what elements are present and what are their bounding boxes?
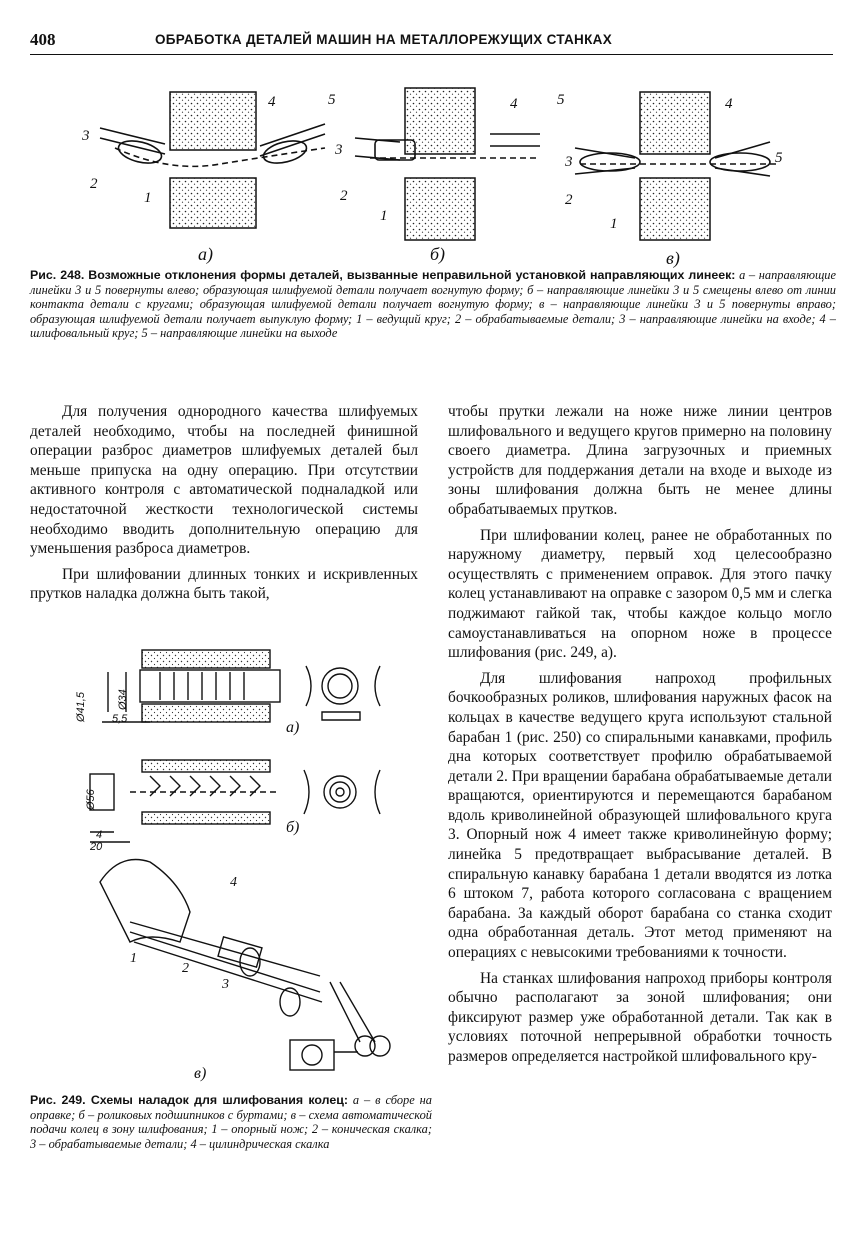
fig248-label-3: 3 [565,154,573,170]
fig248-sublabel-a: а) [198,244,213,264]
left-column [30,402,418,610]
fig249-sublabel-a: а) [286,719,300,736]
caption-body: а – направляющие линейки 3 и 5 повернуты влево; образующая шлифуемой детали получает вогнутую форму; б – направляющие линейки 3 и 5 смещены влево от линии контакта детали с кругами; образующая шлифуемой детали получает вогнутую форму; в – направляющие линейки 3 и 5 повернуты вправо; образующая шлифуемой детали получает выпуклую форму; 1 – ведущий круг; 2 – обрабатываемые детали; 3 – направляющие линейки на входе; 4 – шлифовальный круг; 5 – направляющие линейки на выходе [30,268,836,341]
page-header [30,30,833,55]
fig248-panel-a [100,92,325,228]
dim-label: Ø41,5 [75,692,87,722]
dim-label: 4 [96,829,103,841]
running-title: ОБРАБОТКА ДЕТАЛЕЙ МАШИН НА МЕТАЛЛОРЕЖУЩИХ СТАНКАХ [155,32,613,47]
fig249-label-3: 3 [222,977,229,992]
fig249-sublabel-b: б) [286,819,300,836]
paragraph: При шлифовании колец, ранее не обработанных по наружному диаметру, первый ход целесообразно осуществлять с применением оправок. Для этого пачку колец устанавливают на оправке с зазором 0,5 мм и слегка поджимают гайкой так, чтобы каждое кольцо могло самоустанавливаться на опорном ноже в процессе шлифования (рис. 249, а). [448,526,832,662]
figure-249-caption [30,1093,432,1151]
paragraph: На станках шлифования напроход приборы контроля обычно располагают за зоной шлифования; они фиксируют размер уже обработанной детали. Так как в условиях поточной непрерывной обработки точность размеров определяется настройкой шлифовального кру- [448,969,832,1065]
fig248-label-5: 5 [328,92,336,108]
fig248-label-3: 3 [335,142,343,158]
fig248-label-2: 2 [90,176,98,192]
fig248-panel-c [575,92,780,240]
fig249-label-2: 2 [182,961,189,976]
fig249-label-1: 1 [130,951,137,966]
fig248-sublabel-b: б) [430,244,446,264]
driving-wheel [170,178,256,228]
fig248-label-4: 4 [268,94,276,110]
fig248-label-1: 1 [144,190,152,206]
fig249-panel-b [90,760,380,842]
figure-249 [75,642,430,1082]
paragraph: Для получения однородного качества шлифуемых деталей необходимо, чтобы на последней финишной операции разброс диаметров шлифуемых деталей был меньше припуска на одну операцию. При отсутствии активного контроля с автоматической подналадкой или недостаточной жесткости технологической системы необходимо вводить дополнительную операцию для уменьшения разброса диаметров. [30,403,418,558]
grinding-wheel [640,92,710,154]
fig248-label-2: 2 [340,188,348,204]
caption-title: Рис. 248. Возможные отклонения формы деталей, вызванные неправильной установкой направляющих линеек: [30,268,736,282]
fig248-label-2: 2 [565,192,573,208]
figure-248-caption [30,268,836,341]
paragraph: При шлифовании длинных тонких и искривленных прутков наладка должна быть такой, [30,565,418,603]
fig249-panel-a [102,650,380,722]
driving-wheel [640,178,710,240]
paragraph: чтобы прутки лежали на ноже ниже линии центров шлифовального и ведущего кругов примерно на половину своего диаметра. Длина загрузочных и приемных устройств для поддержания детали на входе и выходе из зоны шлифования должна быть не менее длины обрабатываемых прутков. [448,403,832,518]
dim-label: 20 [90,841,103,853]
fig248-label-5: 5 [775,150,783,166]
fig248-label-1: 1 [610,216,618,232]
driving-wheel [405,178,475,240]
fig248-label-4: 4 [510,96,518,112]
fig248-sublabel-c: в) [666,248,680,268]
fig248-label-5: 5 [557,92,565,108]
fig249-panel-c [100,860,390,1071]
fig249-sublabel-c: в) [194,1065,207,1082]
dim-label: 5,5 [112,713,128,725]
fig248-label-4: 4 [725,96,733,112]
grinding-wheel [170,92,256,150]
page-number: 408 [30,30,56,49]
fig248-label-1: 1 [380,208,388,224]
right-column [448,402,832,1073]
fig248-label-3: 3 [82,128,90,144]
paragraph: Для шлифования напроход профильных бочкообразных роликов, шлифования наружных фасок на кольцах в качестве ведущего круга используют стальной барабан 1 (рис. 250) со спиральными канавками, профиль дна которых соответствует профилю обрабатываемой детали 2. При вращении барабана обрабатываемые детали вращаются, ориентируются и перемещаются барабаном вдоль криволинейной образующей шлифовального круга 3. Опорный нож 4 имеет также криволинейную форму; линейка 5 предотвращает выбрасывание деталей. В спиральную канавку барабана 1 детали вводятся из лотка 6 штоком 7, работа которого согласована с вращением барабана. За каждый оборот барабана со станка сходит одна обработанная деталь. Этот метод применяют на операциях с невысокими требованиями к точности. [448,669,832,962]
dim-label: Ø34 [117,689,129,710]
fig249-label-4: 4 [230,875,237,890]
figure-248 [70,78,830,270]
dim-label: Ø56 [85,789,97,810]
caption-body: а – в сборе на оправке; б – роликовых подшипников с буртами; в – схема автоматической подачи колец в зону шлифования; 1 – опорный нож; 2 – коническая скалка; 3 – обрабатываемые детали; 4 – цилиндрическая скалка [30,1093,432,1151]
caption-title: Рис. 249. Схемы наладок для шлифования колец: [30,1093,349,1107]
